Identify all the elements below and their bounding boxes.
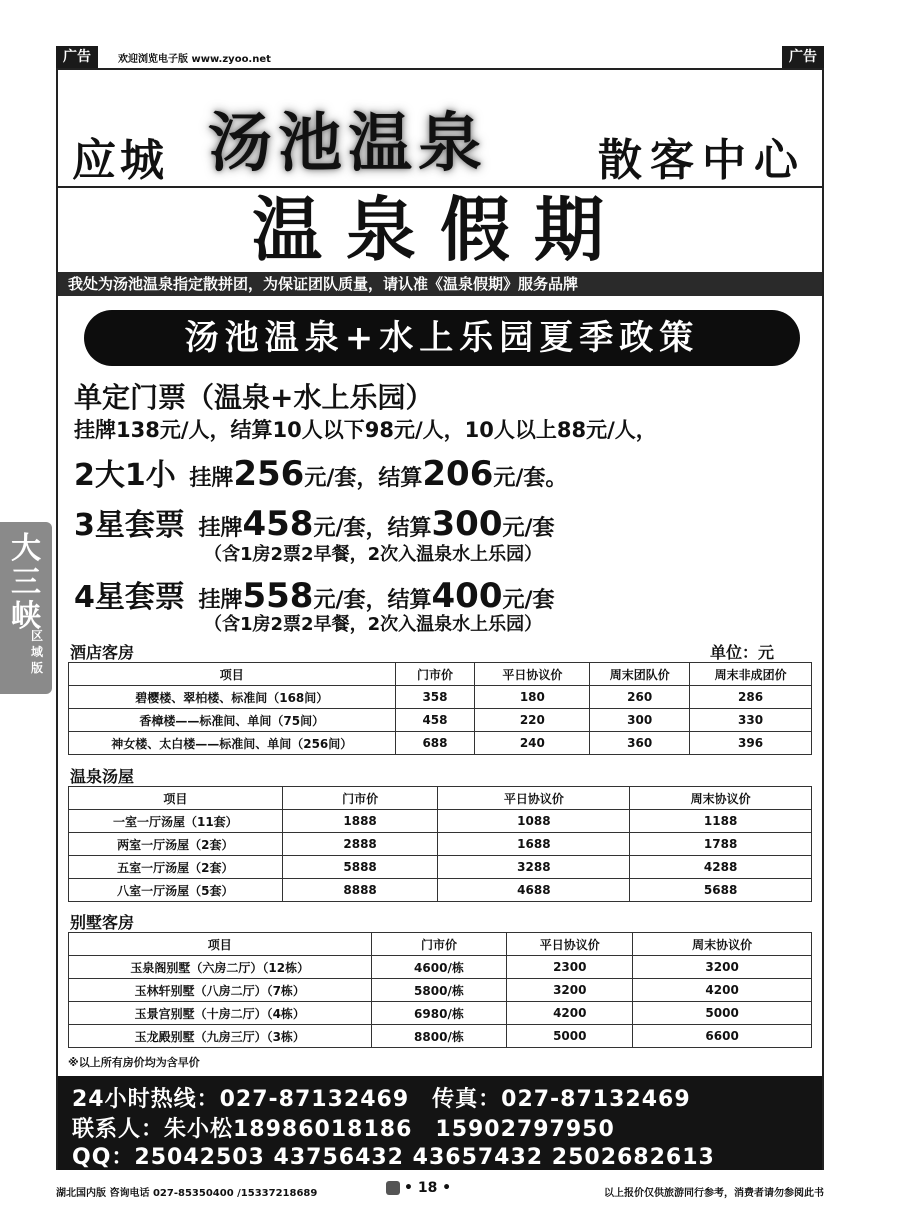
table-cell: 玉泉阁别墅（六房二厅）（12栋） <box>69 956 372 979</box>
contact-person-line: 联系人：朱小松18986018186 15902797950 <box>72 1117 615 1142</box>
table-cell: 4600/栋 <box>371 956 507 979</box>
table-cell: 3288 <box>438 856 630 879</box>
star3-package <box>74 500 555 544</box>
star3-label: 3星套票 <box>74 508 185 543</box>
table-cell: 1688 <box>438 833 630 856</box>
star3-text-1: 挂牌 <box>198 516 243 541</box>
side-tab-sub: 区域版 <box>30 629 43 675</box>
star3-net-price: 300 <box>431 504 503 544</box>
table-row <box>69 709 812 732</box>
table-row <box>69 979 812 1002</box>
table-cell: 5688 <box>630 879 812 902</box>
column-header: 周末非成团价 <box>690 663 812 686</box>
table-cell: 5800/栋 <box>371 979 507 1002</box>
column-header: 周末协议价 <box>633 933 812 956</box>
slogan-bar: 我处为汤池温泉指定散拼团，为保证团队质量，请认准《温泉假期》服务品牌 <box>58 272 822 296</box>
star4-text-2: 元/套，结算 <box>313 588 432 613</box>
table-cell: 4688 <box>438 879 630 902</box>
hotline-line: 24小时热线：027-87132469 传真：027-87132469 <box>72 1087 691 1112</box>
hotel-section-title: 酒店客房 <box>70 643 135 662</box>
spa-table <box>68 786 812 902</box>
single-ticket-title: 单定门票（温泉+水上乐园） <box>74 381 434 414</box>
title-main: 汤池温泉 <box>208 106 488 181</box>
footer-right-text: 以上报价仅供旅游同行参考，消费者请勿参阅此书 <box>604 1188 824 1199</box>
table-cell: 330 <box>690 709 812 732</box>
table-cell: 玉景宫别墅（十房二厅）（4栋） <box>69 1002 372 1025</box>
column-header: 平日协议价 <box>507 933 633 956</box>
table-cell: 神女楼、太白楼——标准间、单间（256间） <box>69 732 396 755</box>
page-footer <box>56 1180 824 1202</box>
ad-label-right: 广告 <box>782 46 824 68</box>
star3-text-3: 元/套 <box>502 516 555 541</box>
page-number-text: • 18 • <box>404 1180 452 1196</box>
table-cell: 4200 <box>507 1002 633 1025</box>
table-cell: 6980/栋 <box>371 1002 507 1025</box>
star4-note: （含1房2票2早餐，2次入温泉水上乐园） <box>204 614 543 635</box>
table-cell: 一室一厅汤屋（11套） <box>69 810 283 833</box>
star3-note: （含1房2票2早餐，2次入温泉水上乐园） <box>204 544 543 565</box>
column-header: 门市价 <box>371 933 507 956</box>
footer-left-text: 湖北国内版 咨询电话 027-85350400 /15337218689 <box>56 1188 318 1199</box>
column-header: 平日协议价 <box>438 787 630 810</box>
table-cell: 2300 <box>507 956 633 979</box>
family-text-2: 元/套，结算 <box>304 466 423 491</box>
table-cell: 5000 <box>507 1025 633 1048</box>
table-cell: 260 <box>590 686 690 709</box>
price-note: ※以上所有房价均为含早价 <box>68 1056 200 1069</box>
table-cell: 180 <box>475 686 590 709</box>
table-row <box>69 879 812 902</box>
side-tab-main: 大三峡 <box>11 531 41 634</box>
contact-block <box>58 1076 822 1170</box>
column-header: 项目 <box>69 787 283 810</box>
site-url-text[interactable]: 欢迎浏览电子版 www.zyoo.net <box>118 54 271 65</box>
table-cell: 1088 <box>438 810 630 833</box>
family-package <box>74 450 567 494</box>
table-cell: 1788 <box>630 833 812 856</box>
unit-label: 单位：元 <box>710 643 775 662</box>
table-cell: 4200 <box>633 979 812 1002</box>
title-right: 散客中心 <box>598 135 806 186</box>
star3-list-price: 458 <box>242 504 314 544</box>
column-header: 周末团队价 <box>590 663 690 686</box>
table-cell: 5888 <box>282 856 438 879</box>
table-cell: 玉林轩别墅（八房二厅）（7栋） <box>69 979 372 1002</box>
top-bar <box>56 44 824 70</box>
table-row <box>69 856 812 879</box>
family-list-price: 256 <box>233 454 305 494</box>
table-cell: 八室一厅汤屋（5套） <box>69 879 283 902</box>
table-row <box>69 1002 812 1025</box>
star4-list-price: 558 <box>242 576 314 616</box>
villa-table <box>68 932 812 1048</box>
table-cell: 3200 <box>633 956 812 979</box>
publication-logo-icon <box>386 1181 400 1195</box>
column-header: 平日协议价 <box>475 663 590 686</box>
villa-section-title: 别墅客房 <box>70 913 135 932</box>
table-cell: 360 <box>590 732 690 755</box>
table-row <box>69 686 812 709</box>
star4-label: 4星套票 <box>74 580 185 615</box>
table-cell: 396 <box>690 732 812 755</box>
table-cell: 8888 <box>282 879 438 902</box>
region-side-tab <box>0 522 52 694</box>
table-cell: 458 <box>395 709 475 732</box>
table-cell: 5000 <box>633 1002 812 1025</box>
column-header: 门市价 <box>282 787 438 810</box>
title-banner <box>58 72 822 188</box>
table-cell: 玉龙殿别墅（九房三厅）（3栋） <box>69 1025 372 1048</box>
table-cell: 碧樱楼、翠柏楼、标准间（168间） <box>69 686 396 709</box>
table-cell: 240 <box>475 732 590 755</box>
star3-text-2: 元/套，结算 <box>313 516 432 541</box>
title-left: 应城 <box>72 135 168 186</box>
column-header: 项目 <box>69 933 372 956</box>
table-row <box>69 732 812 755</box>
table-cell: 688 <box>395 732 475 755</box>
table-cell: 358 <box>395 686 475 709</box>
table-header-row <box>69 663 812 686</box>
qq-line: QQ：25042503 43756432 43657432 2502682613 <box>72 1145 715 1170</box>
table-cell: 1188 <box>630 810 812 833</box>
spa-section-title: 温泉汤屋 <box>70 767 135 786</box>
table-cell: 3200 <box>507 979 633 1002</box>
table-cell: 1888 <box>282 810 438 833</box>
table-header-row <box>69 933 812 956</box>
table-row <box>69 1025 812 1048</box>
family-text-1: 挂牌 <box>189 466 234 491</box>
column-header: 项目 <box>69 663 396 686</box>
family-net-price: 206 <box>422 454 494 494</box>
table-cell: 286 <box>690 686 812 709</box>
column-header: 门市价 <box>395 663 475 686</box>
table-cell: 4288 <box>630 856 812 879</box>
page-number <box>386 1180 451 1196</box>
table-cell: 8800/栋 <box>371 1025 507 1048</box>
single-ticket-price: 挂牌138元/人，结算10人以下98元/人，10人以上88元/人， <box>74 418 657 442</box>
table-header-row <box>69 787 812 810</box>
star4-net-price: 400 <box>431 576 503 616</box>
brand-title: 温泉假期 <box>252 188 628 271</box>
table-row <box>69 956 812 979</box>
table-row <box>69 810 812 833</box>
hotel-table <box>68 662 812 755</box>
policy-banner: 汤池温泉+水上乐园夏季政策 <box>84 310 800 366</box>
table-cell: 300 <box>590 709 690 732</box>
column-header: 周末协议价 <box>630 787 812 810</box>
table-cell: 2888 <box>282 833 438 856</box>
star4-text-1: 挂牌 <box>198 588 243 613</box>
family-text-3: 元/套。 <box>493 466 568 491</box>
table-cell: 两室一厅汤屋（2套） <box>69 833 283 856</box>
family-label: 2大1小 <box>74 458 176 493</box>
table-cell: 五室一厅汤屋（2套） <box>69 856 283 879</box>
star4-text-3: 元/套 <box>502 588 555 613</box>
table-row <box>69 833 812 856</box>
table-cell: 220 <box>475 709 590 732</box>
table-cell: 香樟楼——标准间、单间（75间） <box>69 709 396 732</box>
ad-label-left: 广告 <box>56 46 98 68</box>
table-cell: 6600 <box>633 1025 812 1048</box>
